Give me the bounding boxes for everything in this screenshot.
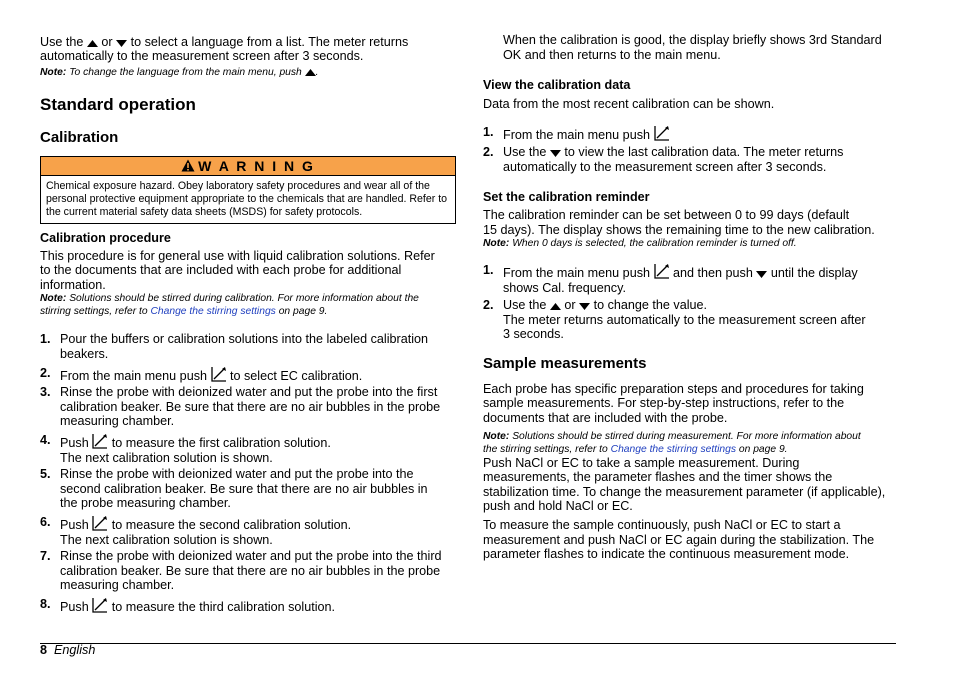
arrow-down-icon [116,39,127,48]
reminder-line-2: 15 days). The display shows the remaining time to the new calibration. [483,223,875,237]
procedure-note-2: stirring settings, refer to Change the stirring settings on page 9. [40,306,328,317]
procedure-title: Calibration procedure [40,231,171,245]
procedure-intro-2: to the documents that are included with each probe for additional [40,263,402,277]
sample-note-2: the stirring settings, refer to Change the stirring settings on page 9. [483,444,788,455]
push-line-4: push and hold NaCl or EC. [483,499,633,513]
warning-header: W A R N I N G [41,157,455,176]
view-title: View the calibration data [483,78,631,92]
arrow-down-icon [756,270,767,279]
push-line-3: stabilization time. To change the measurement parameter (if applicable), [483,485,886,499]
sample-line-2: sample measurements. For step-by-step instructions, refer to the [483,396,845,410]
view-intro: Data from the most recent calibration can be shown. [483,97,775,111]
calibration-icon [654,125,670,141]
intro-line-2: automatically to the measurement screen after 3 seconds. [40,49,364,63]
stirring-settings-link[interactable]: Change the stirring settings [150,306,276,317]
arrow-up-icon [550,302,561,311]
sample-title: Sample measurements [483,355,647,372]
intro-line-1: Use the or to select a language from a list. The meter returns [40,35,409,49]
page-number: 8 [40,643,48,657]
continuous-line-3: parameter flashes to indicate the continuous measurement mode. [483,547,850,561]
stirring-settings-link[interactable]: Change the stirring settings [610,444,736,455]
intro-note: Note: To change the language from the main menu, push . [40,67,319,78]
continuous-line-1: To measure the sample continuously, push NaCl or EC to start a [483,518,841,532]
calibration-icon [92,597,108,613]
arrow-up-icon [87,39,98,48]
sample-note-1: Note: Solutions should be stirred during measurement. For more information about [483,431,861,442]
procedure-intro-3: information. [40,278,106,292]
push-line-1: Push NaCl or EC to take a sample measurement. During [483,456,800,470]
continuous-line-2: measurement and push NaCl or EC again during the stabilization. The [483,533,875,547]
arrow-down-icon [579,302,590,311]
calibration-icon [92,515,108,531]
arrow-up-icon [305,68,316,77]
section-title: Standard operation [40,95,196,114]
calibration-ok-line-2: OK and then returns to the main menu. [503,48,721,62]
warning-box [40,156,456,224]
calibration-icon [654,263,670,279]
procedure-intro-1: This procedure is for general use with liquid calibration solutions. Refer [40,249,435,263]
calibration-ok-line-1: When the calibration is good, the display briefly shows 3rd Standard [503,33,882,47]
footer-rule [40,643,896,644]
warning-triangle-icon [181,159,195,172]
warning-text: Chemical exposure hazard. Obey laboratory safety procedures and wear all of the personal protective equipment appropriate to the chemicals that are handled. Refer to the current material safety data sheets (MSDS) for safety protocols. [46,180,448,218]
procedure-note-1: Note: Solutions should be stirred during calibration. For more information about the [40,293,419,304]
footer-language: English [54,643,96,657]
reminder-title: Set the calibration reminder [483,190,650,204]
calibration-title: Calibration [40,129,119,146]
reminder-note: Note: When 0 days is selected, the calibration reminder is turned off. [483,238,797,249]
sample-line-3: documents that are included with the probe. [483,411,728,425]
calibration-icon [211,366,227,382]
push-line-2: measurements, the parameter flashes and the timer shows the [483,470,833,484]
arrow-down-icon [550,149,561,158]
footer [40,643,95,657]
sample-line-1: Each probe has specific preparation steps and procedures for taking [483,382,864,396]
calibration-icon [92,433,108,449]
reminder-line-1: The calibration reminder can be set between 0 to 99 days (default [483,208,850,222]
